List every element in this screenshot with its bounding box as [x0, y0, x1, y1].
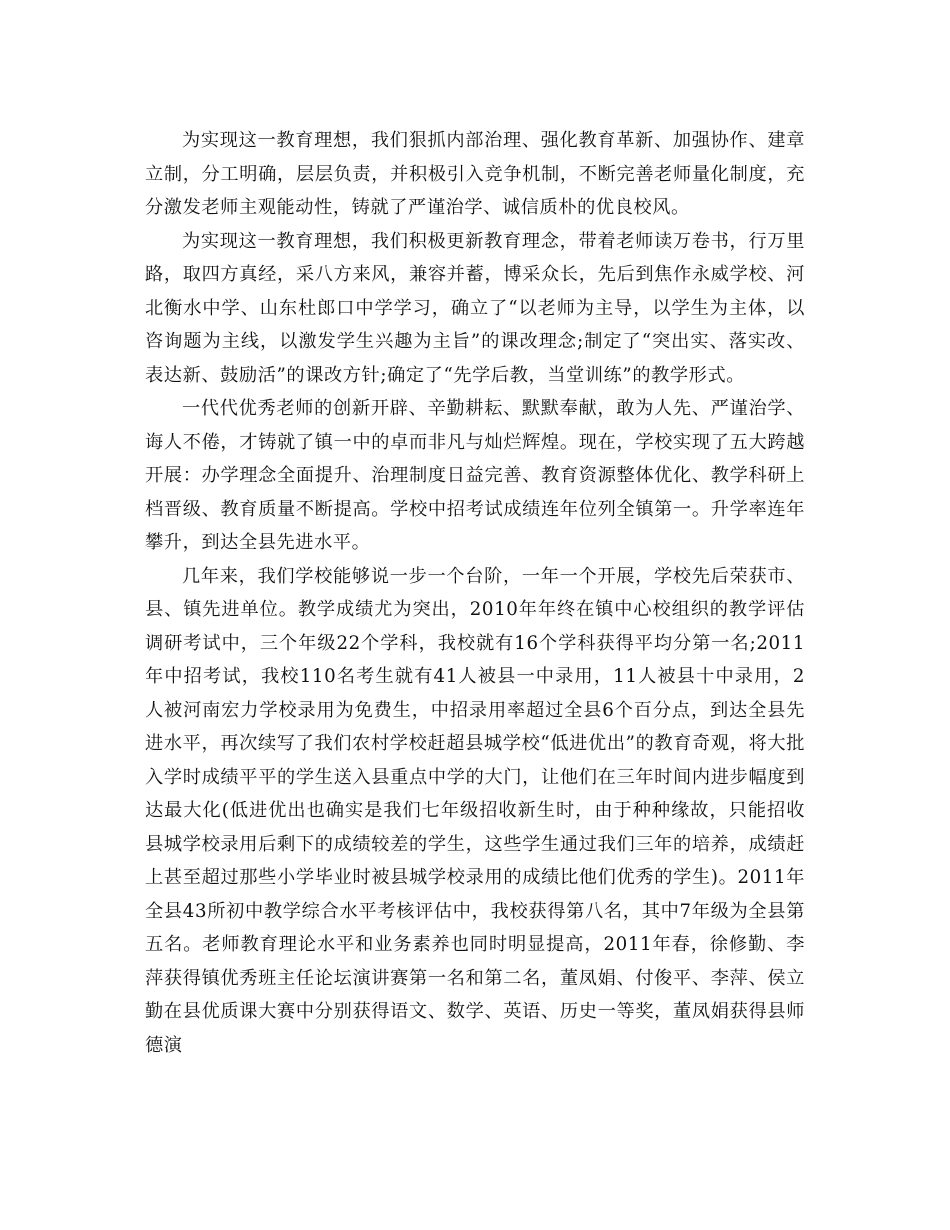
paragraph-3: 一代代优秀老师的创新开辟、辛勤耕耘、默默奉献，敢为人先、严谨治学、诲人不倦，才铸就了镇一中的卓而非凡与灿烂辉煌。现在，学校实现了五大跨越开展：办学理念全面提升、治理制度日益完善、教育资源整体优化、教学科研上档晋级、教育质量不断提高。学校中招考试成绩连年位列全镇第一。升学率连年攀升，到达全县先进水平。: [145, 398, 805, 553]
paragraph-4: 几年来，我们学校能够说一步一个台阶，一年一个开展，学校先后荣获市、县、镇先进单位。教学成绩尤为突出，2010年年终在镇中心校组织的教学评估调研考试中，三个年级22个学科，我校就有16个学科获得平均分第一名;2011年中招考试，我校110名考生就有41人被县一中录用，11人被县十中录用，2人被河南宏力学校录用为免费生，中招录用率超过全县6个百分点，到达全县先进水平，再次续写了我们农村学校赶超县城学校“低进优出”的教育奇观，将大批入学时成绩平平的学生送入县重点中学的大门，让他们在三年时间内进步幅度到达最大化(低进优出也确实是我们七年级招收新生时，由于种种缘故，只能招收县城学校录用后剩下的成绩较差的学生，这些学生通过我们三年的培养，成绩赶上甚至超过那些小学毕业时被县城学校录用的成绩比他们优秀的学生)。2011年全县43所初中教学综合水平考核评估中，我校获得第八名，其中7年级为全县第五名。老师教育理论水平和业务素养也同时明显提高，2011年春，徐修勤、李萍获得镇优秀班主任论坛演讲赛第一名和第二名，董凤娟、付俊平、李萍、侯立勤在县优质课大赛中分别获得语文、数学、英语、历史一等奖，董凤娟获得县师德演: [145, 565, 805, 1056]
document-body: [145, 124, 805, 1062]
paragraph-2: 为实现这一教育理想，我们积极更新教育理念，带着老师读万卷书，行万里路，取四方真经，采八方来风，兼容并蓄，博采众长，先后到焦作永威学校、河北衡水中学、山东杜郎口中学学习，确立了“以老师为主导，以学生为主体，以咨询题为主线，以激发学生兴趣为主旨”的课改理念;制定了“突出实、落实改、表达新、鼓励活”的课改方针;确定了“先学后教，当堂训练”的教学形式。: [145, 230, 805, 386]
paragraph-1: 为实现这一教育理想，我们狠抓内部治理、强化教育革新、加强协作、建章立制，分工明确，层层负责，并积极引入竞争机制，不断完善老师量化制度，充分激发老师主观能动性，铸就了严谨治学、诚信质朴的优良校风。: [145, 130, 805, 218]
